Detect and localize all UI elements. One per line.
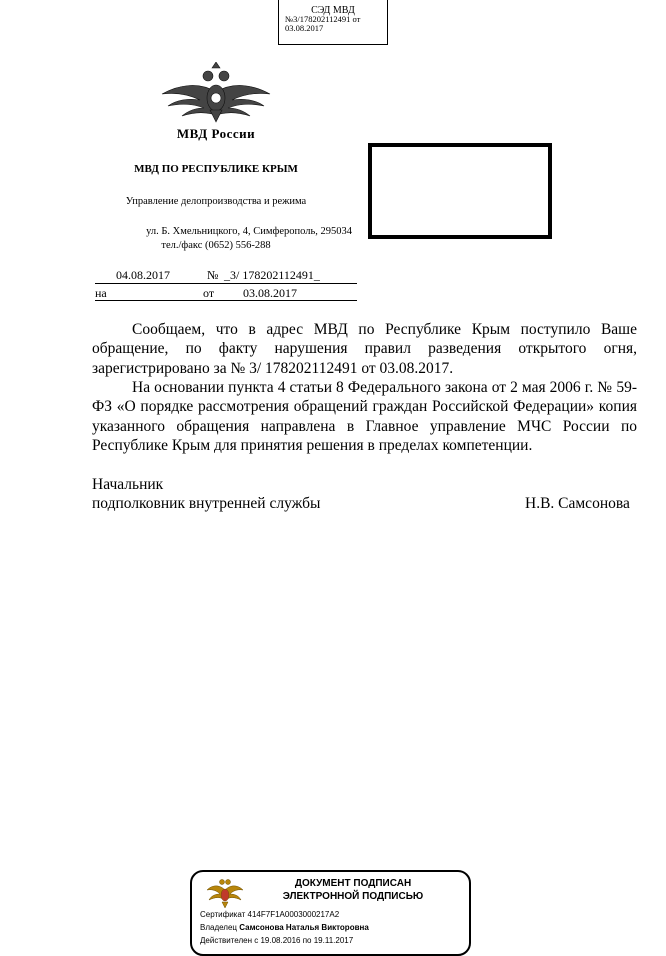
agency-name: МВД России	[176, 126, 256, 141]
esig-validity: Действителен с 19.08.2016 по 19.11.2017	[200, 936, 354, 945]
registration-stamp	[278, 0, 388, 45]
body-paragraph: Сообщаем, что в адрес МВД по Республике Крым поступило Ваше обращение, по факту нарушения правил разведения открытого огня, зарегистрировано за № 3/ 178202112491 от 03.08.2017.	[92, 321, 637, 377]
body-paragraph: На основании пункта 4 статьи 8 Федерального закона от 2 мая 2006 г. № 59-ФЗ «О порядке рассмотрения обращений граждан Российской Федерации» копия указанного обращения направлена в Главное управление МЧС России по Республике Крым для принятия решения в пределах компетенции.	[92, 379, 637, 454]
reply-label: на	[95, 286, 107, 300]
signatory-rank: подполковник внутренней службы	[92, 495, 321, 512]
outgoing-date: 04.08.2017	[116, 268, 170, 282]
divider	[95, 283, 357, 284]
from-label: от	[203, 286, 215, 300]
esig-certificate-label: Сертификат	[200, 910, 246, 919]
address: ул. Б. Хмельницкого, 4, Симферополь, 295034	[146, 226, 352, 237]
esig-owner-label: Владелец	[200, 923, 238, 932]
phone: тел./факс (0652) 556-288	[161, 240, 271, 251]
outgoing-number-label: №	[207, 268, 219, 282]
redacted-recipient-box	[368, 143, 552, 239]
signatory-title: Начальник	[92, 476, 164, 493]
divider	[95, 300, 357, 301]
esig-certificate-value: 414F7F1A0003000217A2	[247, 910, 340, 919]
registration-date: 03.08.2017	[285, 23, 324, 33]
electronic-signature-stamp	[190, 870, 471, 956]
eagle-emblem-icon	[207, 876, 243, 908]
esig-owner-value: Самсонова Наталья Викторовна	[239, 923, 369, 932]
office-name: МВД ПО РЕСПУБЛИКЕ КРЫМ	[134, 163, 298, 175]
esig-owner	[200, 923, 369, 932]
esig-heading: ДОКУМЕНТ ПОДПИСАН	[294, 878, 412, 889]
mvd-eagle-emblem-icon	[160, 62, 272, 124]
reply-date: 03.08.2017	[243, 286, 297, 300]
registration-number: №3/178202112491 от	[285, 14, 361, 24]
signatory-name: Н.В. Самсонова	[525, 495, 630, 512]
outgoing-number: _3/ 178202112491_	[224, 268, 320, 282]
esig-heading: ЭЛЕКТРОННОЙ ПОДПИСЬЮ	[282, 891, 424, 902]
registration-system: СЭД МВД	[311, 5, 355, 16]
esig-certificate	[200, 910, 339, 919]
department-name: Управление делопроизводства и режима	[125, 196, 307, 207]
